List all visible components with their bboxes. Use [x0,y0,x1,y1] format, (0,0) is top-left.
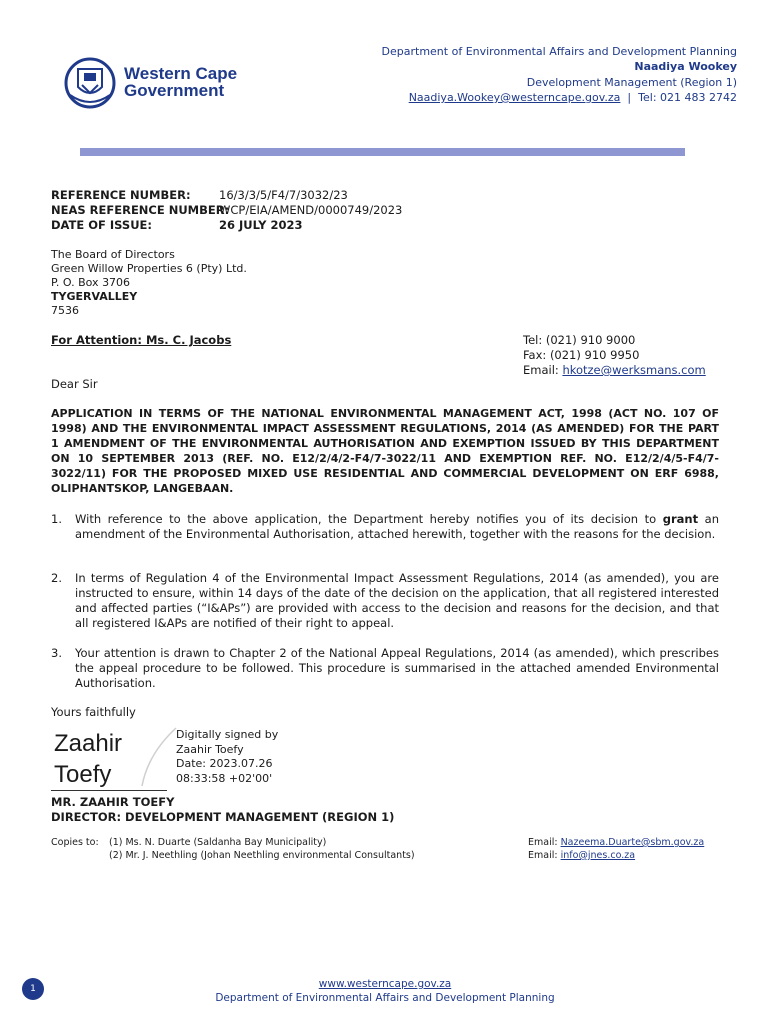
paragraph-item [51,512,719,542]
copies-row [51,836,415,849]
header-divider-bar [80,148,685,156]
copies-block [51,836,415,862]
signature-name-line: Zaahir [54,730,123,757]
header-email-link[interactable]: Naadiya.Wookey@westerncape.gov.za [408,90,621,104]
logo-line-1: Western Cape [124,64,238,83]
copies-email-link[interactable]: info@jnes.co.za [560,850,636,861]
copies-item: (1) Ms. N. Duarte (Saldanha Bay Municipality) [109,837,327,848]
signature-name-line: Toefy [54,761,112,788]
paragraph-item [51,571,719,631]
header-contact-name: Naadiya Wookey [634,60,737,74]
paragraph-text: Your attention is drawn to Chapter 2 of the National Appeal Regulations, 2014 (as amended), which prescribes the appeal procedure to be followed. This procedure is summarised in the attached amended Environmental Authorisation. [75,646,719,690]
paragraph-number: 2. [51,571,62,585]
paragraph-item [51,646,719,691]
recipient-fax: Fax: (021) 910 9950 [523,348,640,362]
header-unit: Development Management (Region 1) [526,75,737,89]
copies-email-row [528,849,704,862]
paragraph-text-part: an amendment of the Environmental Authorisation, attached herewith, together with the reasons for the decision. [75,512,719,541]
copies-email-label: Email: [528,837,561,848]
paragraph-text-part: With reference to the above application, the Department hereby notifies you of its decision to [75,512,663,526]
logo-wordmark [124,65,237,99]
footer [0,977,770,1005]
footer-website-link[interactable]: www.westerncape.gov.za [318,978,452,990]
copies-email-label: Email: [528,850,561,861]
signature-line [51,790,167,791]
paragraph-number: 3. [51,646,62,660]
copies-email-row [528,836,704,849]
paragraph-text [75,512,719,542]
header-email-line [382,90,737,105]
signer-block [51,795,394,825]
paragraph-number: 1. [51,512,62,526]
addressee-line: P. O. Box 3706 [51,276,131,289]
reference-value: WCP/EIA/AMEND/0000749/2023 [219,203,403,217]
reference-label: DATE OF ISSUE: [51,218,153,232]
copies-label: Copies to: [51,837,99,848]
digital-signature-line: 08:33:58 +02'00' [176,771,273,785]
digital-signature-line: Date: 2023.07.26 [176,757,273,770]
header-contact [382,44,737,105]
copies-row [51,849,415,862]
addressee-line: 7536 [51,304,79,317]
western-cape-logo [64,55,264,111]
reference-block [51,188,402,233]
reference-label: NEAS REFERENCE NUMBER: [51,203,230,217]
page-number-badge: 1 [22,978,44,1000]
reference-row [51,218,402,233]
closing: Yours faithfully [51,705,136,719]
addressee-line: TYGERVALLEY [51,290,138,303]
reference-value: 26 JULY 2023 [219,218,303,232]
digital-signature-info [176,728,278,786]
reference-row [51,203,402,218]
paragraph-text: In terms of Regulation 4 of the Environmental Impact Assessment Regulations, 2014 (as amended), you are instructed to ensure, within 14 days of the date of the decision on the application, that all registered interested and affected parties (“I&APs”) are provided with access to the decision and reasons for the decision, and that all registered I&APs are notified of their right to appeal. [75,571,719,630]
footer-department: Department of Environmental Affairs and Development Planning [215,992,555,1004]
header-separator: | [627,90,632,104]
attention-line: For Attention: Ms. C. Jacobs [51,333,232,347]
digital-signature-line: Digitally signed by [176,728,279,741]
recipient-email-line [523,363,706,378]
subject-heading: APPLICATION IN TERMS OF THE NATIONAL ENVIRONMENTAL MANAGEMENT ACT, 1998 (ACT NO. 107 OF 1998) AND THE ENVIRONMENTAL IMPACT ASSESSMENT REGULATIONS, 2014 (AS AMENDED) FOR THE PART 1 AMENDMENT OF THE ENVIRONMENTAL AUTHORISATION AND EXEMPTION ISSUED BY THIS DEPARTMENT ON 10 SEPTEMBER 2013 (REF. NO. E12/2/4/2-F4/7-3022/11 AND EXEMPTION REF. NO. E12/2/4/5-F4/7-3022/11) FOR THE PROPOSED MIXED USE RESIDENTIAL AND COMMERCIAL DEVELOPMENT ON ERF 6988, OLIPHANTSKOP, LANGEBAAN. [51,407,719,495]
header-tel: Tel: 021 483 2742 [638,90,737,104]
salutation: Dear Sir [51,377,98,391]
digital-signature-line: Zaahir Toefy [176,742,244,756]
recipient-tel: Tel: (021) 910 9000 [523,333,636,347]
addressee-line: The Board of Directors [51,248,175,261]
reference-value: 16/3/3/5/F4/7/3032/23 [219,188,348,202]
header-department: Department of Environmental Affairs and Development Planning [381,45,737,58]
coat-of-arms-icon [64,55,120,111]
paragraph-bold-word: grant [662,512,699,526]
signature-name [54,728,122,790]
copies-email-block [528,836,704,862]
addressee-block [51,248,247,318]
recipient-email-link[interactable]: hkotze@werksmans.com [562,363,706,377]
signer-name: MR. ZAAHIR TOEFY [51,795,175,809]
signer-title: DIRECTOR: DEVELOPMENT MANAGEMENT (REGION 1) [51,810,395,824]
copies-email-link[interactable]: Nazeema.Duarte@sbm.gov.za [560,837,705,848]
recipient-email-label: Email: [523,363,563,377]
reference-row [51,188,402,203]
addressee-line: Green Willow Properties 6 (Pty) Ltd. [51,262,247,275]
reference-label: REFERENCE NUMBER: [51,188,191,202]
logo-line-2: Government [124,81,225,100]
copies-item: (2) Mr. J. Neethling (Johan Neethling environmental Consultants) [109,850,415,861]
recipient-contact [523,333,706,378]
